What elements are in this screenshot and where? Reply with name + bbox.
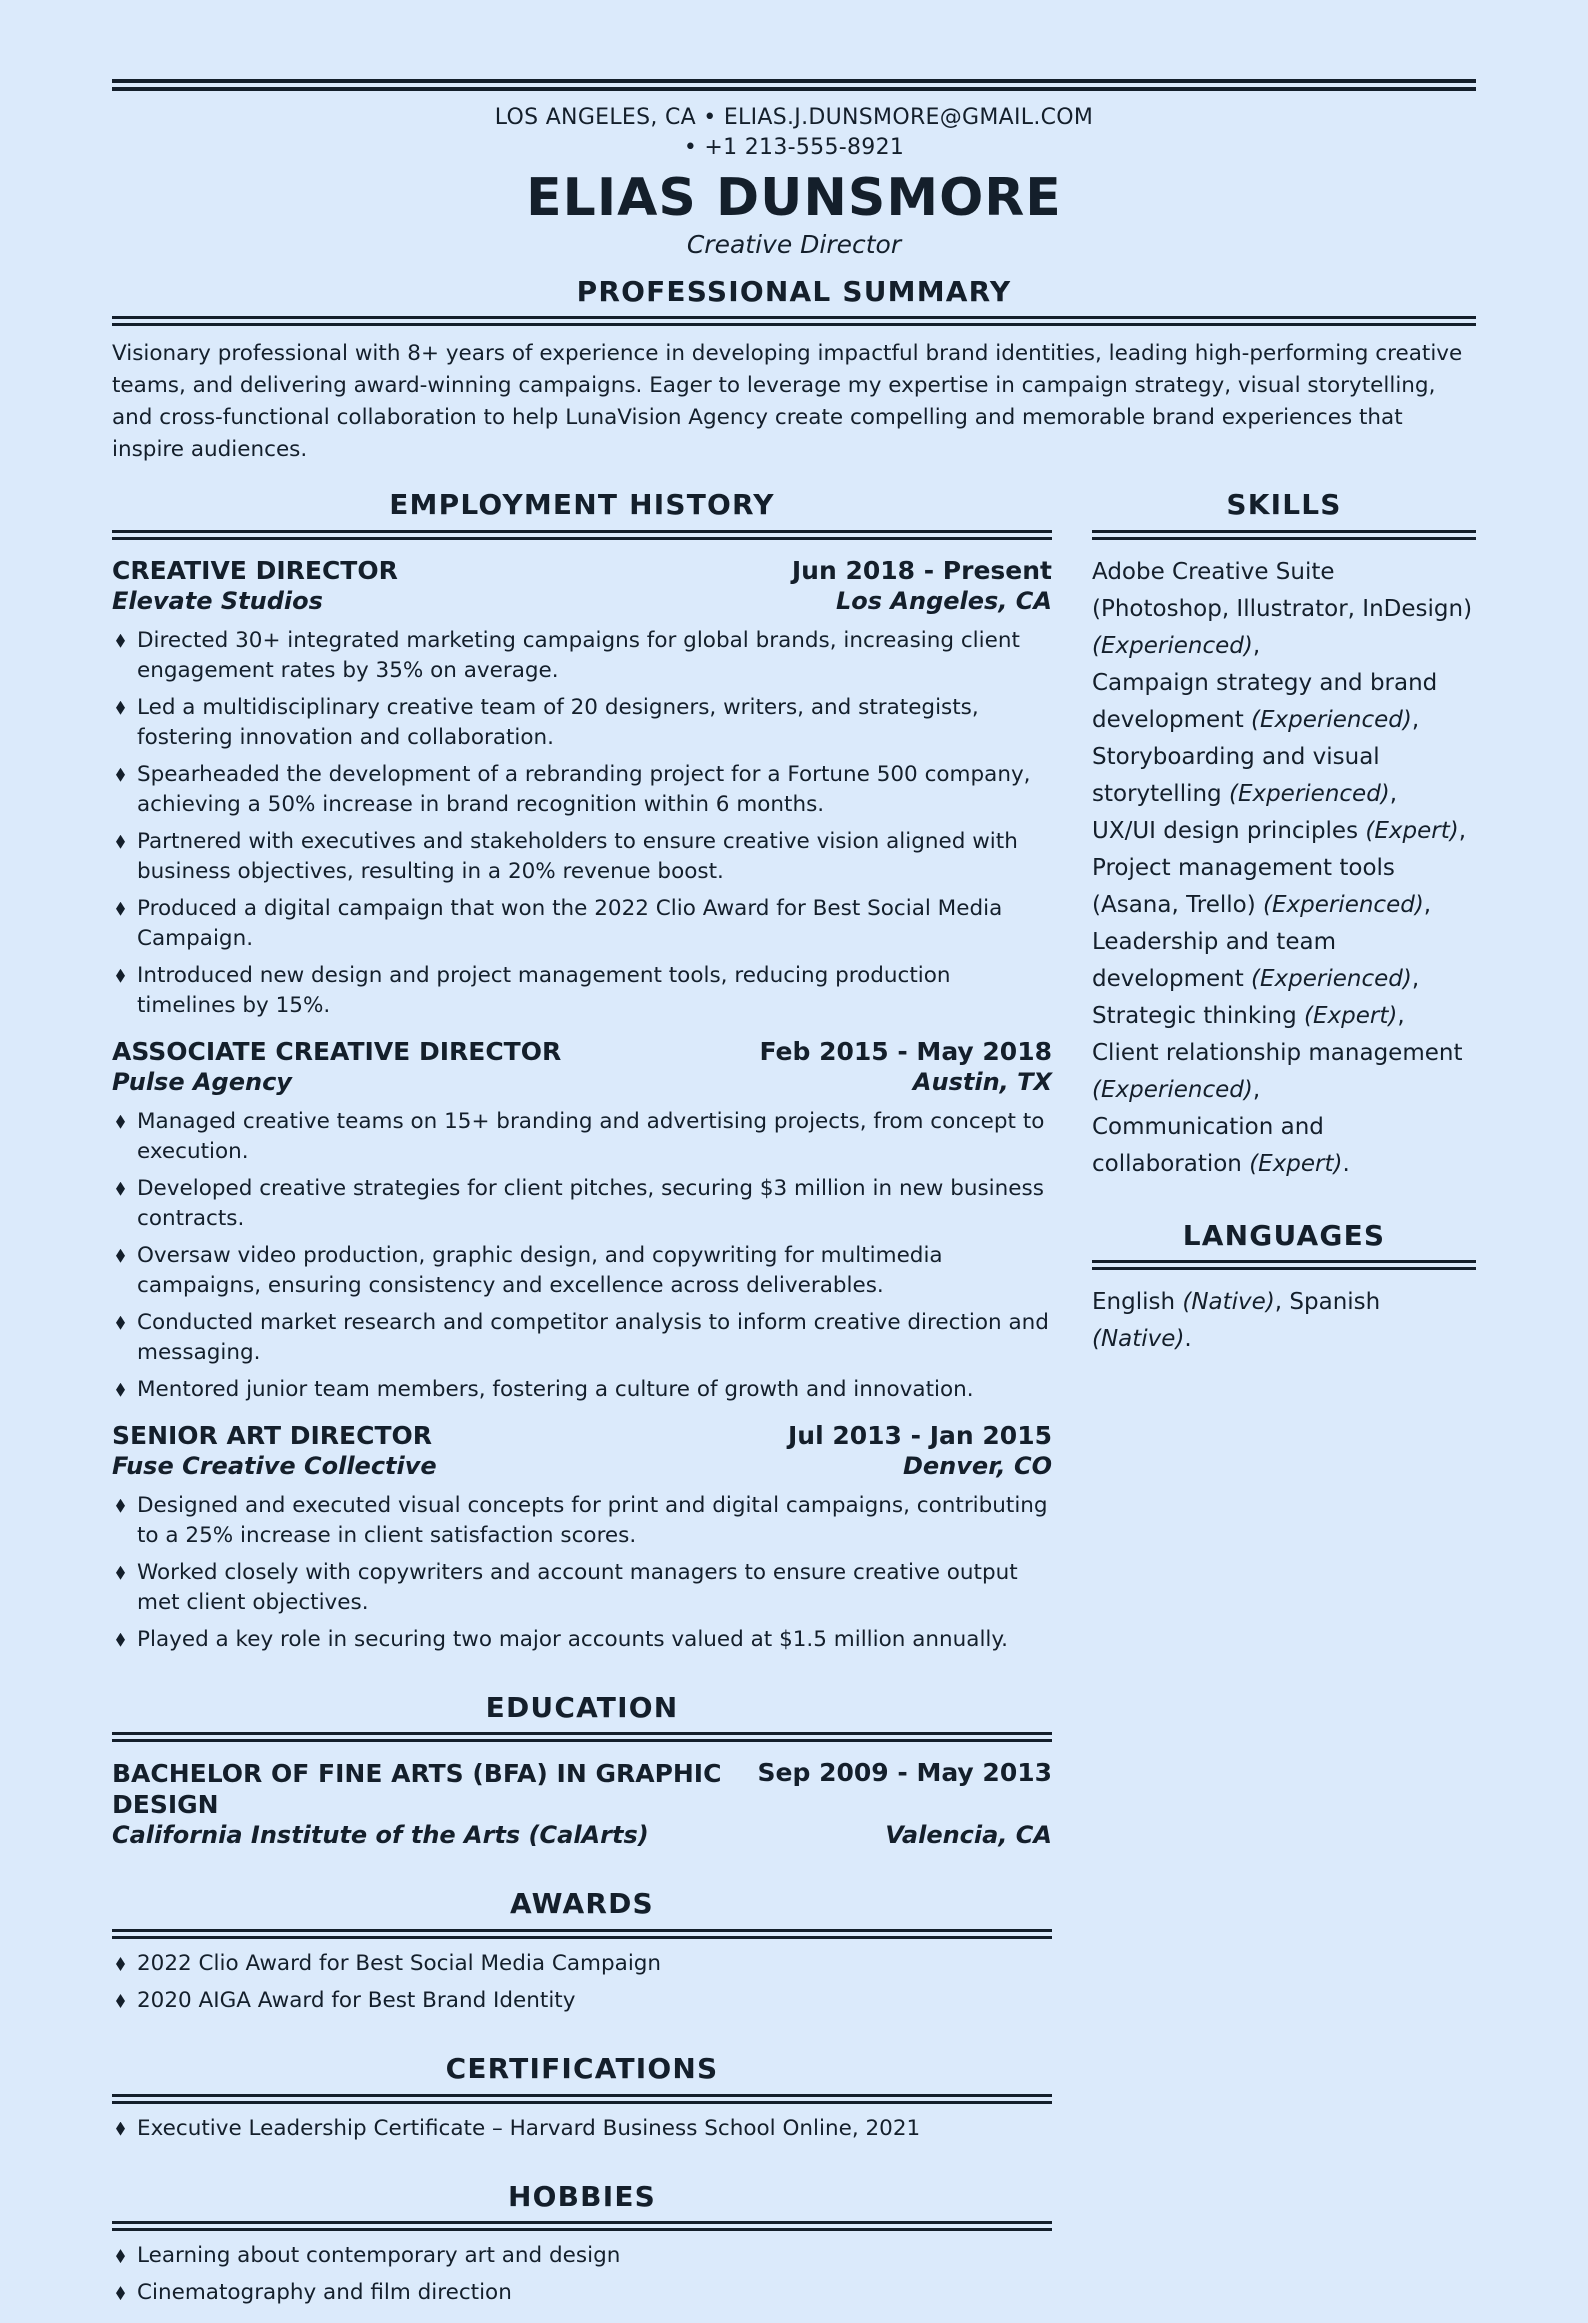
bullet-text: Directed 30+ integrated marketing campaigns for global brands, increasing client engagement rates by 35% on average. [137, 627, 1020, 683]
bullet-item [112, 1308, 1052, 1368]
skill-item [1092, 554, 1476, 665]
skill-level: (Expert) [1365, 817, 1459, 844]
languages-divider [1092, 1260, 1476, 1270]
diamond-bullet-icon [116, 1633, 125, 1647]
skill-item [1092, 998, 1476, 1035]
skill-item [1092, 924, 1476, 998]
diamond-bullet-icon [116, 1994, 125, 2008]
summary-divider [112, 316, 1476, 326]
bullet-text: 2020 AIGA Award for Best Brand Identity [137, 1987, 576, 2013]
diamond-bullet-icon [116, 1115, 125, 1129]
skill-item [1092, 1035, 1476, 1109]
languages-heading: LANGUAGES [1182, 1218, 1386, 1252]
job-bullets [112, 1107, 1052, 1405]
bullet-item [112, 1986, 1052, 2016]
skill-name: Strategic thinking [1092, 1002, 1305, 1029]
bullet-item [112, 2278, 1052, 2308]
bullet-item [112, 1625, 1052, 1655]
bullet-item [112, 2114, 1052, 2144]
job-title: SENIOR ART DIRECTOR [112, 1420, 433, 1450]
column-gap [1052, 488, 1092, 2315]
skill-name: UX/UI design principles [1092, 817, 1366, 844]
skill-separator: , [1411, 706, 1420, 733]
job-dates: Feb 2015 - May 2018 [759, 1036, 1052, 1066]
skills-heading: SKILLS [1226, 488, 1342, 522]
bullet-text: Worked closely with copywriters and account managers to ensure creative output met client objectives. [137, 1559, 1018, 1615]
skill-name: Client relationship management [1092, 1039, 1463, 1066]
bullet-text: Spearheaded the development of a rebranding project for a Fortune 500 company, achieving a 50% increase in brand recognition within 6 months. [137, 761, 1031, 817]
company-name: Fuse Creative Collective [112, 1451, 437, 1480]
skill-name: Leadership and team development [1092, 928, 1336, 992]
skill-level: (Experienced) [1092, 1076, 1253, 1103]
language-name: English [1092, 1289, 1183, 1316]
job-entry [112, 1421, 1052, 1655]
skill-separator: . [1342, 1150, 1350, 1177]
diamond-bullet-icon [116, 701, 125, 715]
bullet-text: Developed creative strategies for client pitches, securing $3 million in new business contracts. [137, 1175, 1044, 1231]
skill-separator: , [1389, 780, 1398, 807]
skill-separator: , [1252, 632, 1261, 659]
bullet-text: Partnered with executives and stakeholders to ensure creative vision aligned with business objectives, resulting in a 20% revenue boost. [137, 828, 1018, 884]
bullet-text: Executive Leadership Certificate – Harvard Business School Online, 2021 [137, 2115, 921, 2141]
languages-line [1092, 1284, 1476, 1358]
company-location: Los Angeles, CA [836, 586, 1052, 615]
skill-item [1092, 850, 1476, 924]
diamond-bullet-icon [116, 835, 125, 849]
job-entry [112, 556, 1052, 1021]
education-heading: EDUCATION [485, 1690, 679, 1724]
diamond-bullet-icon [116, 969, 125, 983]
skill-separator: , [1397, 1002, 1405, 1029]
bullet-text: Introduced new design and project management tools, reducing production timelines by 15%. [137, 962, 951, 1018]
skill-item [1092, 665, 1476, 739]
bullet-text: Designed and executed visual concepts for print and digital campaigns, contributing to a 25% increase in client satisfaction scores. [137, 1492, 1048, 1548]
skill-separator: , [1411, 965, 1420, 992]
education-dates: Sep 2009 - May 2013 [757, 1758, 1052, 1788]
diamond-bullet-icon [116, 1316, 125, 1330]
bullet-item [112, 1241, 1052, 1301]
jobs-list [112, 556, 1052, 1655]
education-school-row [112, 1820, 1052, 1851]
candidate-title: Creative Director [686, 229, 902, 259]
contact-block [112, 103, 1476, 163]
skill-level: (Experienced) [1262, 891, 1424, 918]
job-title: CREATIVE DIRECTOR [112, 555, 398, 585]
diamond-bullet-icon [116, 1566, 125, 1580]
diamond-bullet-icon [116, 1383, 125, 1397]
language-level: (Native) [1092, 1326, 1185, 1353]
bullet-item [112, 2241, 1052, 2271]
bullet-text: Conducted market research and competitor analysis to inform creative direction and messaging. [137, 1309, 1049, 1365]
bullet-text: Played a key role in securing two major accounts valued at $1.5 million annually. [137, 1626, 1008, 1652]
bullet-item [112, 1107, 1052, 1167]
bullet-text: 2022 Clio Award for Best Social Media Campaign [137, 1950, 662, 1976]
skill-separator: , [1252, 1076, 1261, 1103]
school-location: Valencia, CA [885, 1821, 1052, 1850]
hobbies-heading: HOBBIES [507, 2179, 657, 2213]
job-header-row [112, 1037, 1052, 1067]
bullet-text: Oversaw video production, graphic design, and copywriting for multimedia campaigns, ensuring consistency and excellence across deliverables. [137, 1242, 943, 1298]
skill-name: Adobe Creative Suite (Photoshop, Illustrator, InDesign) [1092, 558, 1473, 622]
diamond-bullet-icon [116, 2249, 125, 2263]
skill-item [1092, 1109, 1476, 1183]
right-column [1092, 488, 1476, 2315]
education-section [112, 1691, 1052, 1852]
diamond-bullet-icon [116, 634, 125, 648]
skills-list [1092, 554, 1476, 1183]
skill-level: (Expert) [1249, 1150, 1343, 1177]
bullet-text: Produced a digital campaign that won the 2022 Clio Award for Best Social Media Campaign. [137, 895, 1003, 951]
bullet-item [112, 760, 1052, 820]
skill-separator: , [1423, 891, 1432, 918]
company-name: Elevate Studios [112, 586, 323, 615]
language-name: Spanish [1289, 1289, 1381, 1316]
bullet-text: Led a multidisciplinary creative team of 20 designers, writers, and strategists, fostering innovation and collaboration. [137, 694, 979, 750]
bullet-item [112, 827, 1052, 887]
contact-line-2: • +1 213-555-8921 [683, 135, 905, 160]
bullet-item [112, 693, 1052, 753]
languages-section [1092, 1219, 1476, 1359]
job-company-row [112, 1451, 1052, 1481]
bullet-item [112, 1491, 1052, 1551]
diamond-bullet-icon [116, 2122, 125, 2136]
degree-title: BACHELOR OF FINE ARTS (BFA) IN GRAPHIC DESIGN [112, 1759, 722, 1820]
bullet-text: Managed creative teams on 15+ branding and advertising projects, from concept to execution. [137, 1108, 1045, 1164]
language-separator: , [1274, 1289, 1290, 1316]
education-entry [112, 1758, 1052, 1820]
diamond-bullet-icon [116, 1182, 125, 1196]
skill-name: Project management tools (Asana, Trello) [1092, 854, 1395, 918]
diamond-bullet-icon [116, 1249, 125, 1263]
job-title: ASSOCIATE CREATIVE DIRECTOR [112, 1036, 562, 1066]
awards-list [112, 1949, 1052, 2016]
diamond-bullet-icon [116, 1499, 125, 1513]
diamond-bullet-icon [116, 1957, 125, 1971]
bullet-item [112, 1949, 1052, 1979]
skills-divider [1092, 530, 1476, 540]
job-dates: Jun 2018 - Present [791, 555, 1052, 585]
resume-page [0, 79, 1588, 2323]
skill-item [1092, 813, 1476, 850]
diamond-bullet-icon [116, 768, 125, 782]
job-bullets [112, 1491, 1052, 1655]
contact-line-1: LOS ANGELES, CA • ELIAS.J.DUNSMORE@GMAIL.COM [494, 105, 1094, 130]
bullet-item [112, 1558, 1052, 1618]
job-company-row [112, 586, 1052, 616]
skill-separator: , [1458, 817, 1467, 844]
education-divider [112, 1732, 1052, 1742]
bullet-item [112, 961, 1052, 1021]
hobbies-list [112, 2241, 1052, 2308]
hobbies-section [112, 2180, 1052, 2309]
candidate-name: ELIAS DUNSMORE [526, 168, 1062, 228]
left-column [112, 488, 1052, 2315]
skill-level: (Experienced) [1251, 965, 1412, 992]
bullet-item [112, 1375, 1052, 1405]
job-entry [112, 1037, 1052, 1405]
hobbies-divider [112, 2221, 1052, 2231]
two-column-layout [112, 488, 1476, 2315]
job-company-row [112, 1067, 1052, 1097]
skill-level: (Experienced) [1228, 780, 1390, 807]
summary-heading: PROFESSIONAL SUMMARY [576, 274, 1012, 308]
company-location: Denver, CO [902, 1451, 1052, 1480]
skill-level: (Experienced) [1251, 706, 1412, 733]
job-bullets [112, 626, 1052, 1021]
awards-heading: AWARDS [510, 1887, 654, 1921]
awards-divider [112, 1929, 1052, 1939]
certifications-section [112, 2052, 1052, 2144]
skill-level: (Experienced) [1092, 632, 1253, 659]
company-name: Pulse Agency [112, 1067, 292, 1096]
employment-divider [112, 530, 1052, 540]
certifications-heading: CERTIFICATIONS [445, 2051, 719, 2085]
bullet-text: Learning about contemporary art and design [137, 2243, 621, 2269]
diamond-bullet-icon [116, 2286, 125, 2300]
certifications-list [112, 2114, 1052, 2144]
bullet-item [112, 626, 1052, 686]
job-header-row [112, 556, 1052, 586]
diamond-bullet-icon [116, 902, 125, 916]
company-location: Austin, TX [912, 1067, 1052, 1096]
bullet-item [112, 894, 1052, 954]
skill-item [1092, 739, 1476, 813]
skill-level: (Expert) [1304, 1002, 1398, 1029]
employment-heading: EMPLOYMENT HISTORY [389, 488, 775, 522]
top-divider [112, 79, 1476, 91]
certifications-divider [112, 2094, 1052, 2104]
job-dates: Jul 2013 - Jan 2015 [788, 1420, 1052, 1450]
bullet-item [112, 1174, 1052, 1234]
job-header-row [112, 1421, 1052, 1451]
language-level: (Native) [1182, 1289, 1275, 1316]
skill-name: Campaign strategy and brand development [1092, 669, 1438, 733]
bullet-text: Mentored junior team members, fostering a culture of growth and innovation. [137, 1376, 974, 1402]
awards-section [112, 1887, 1052, 2016]
skill-name: Communication and collaboration [1092, 1113, 1324, 1177]
language-separator: . [1184, 1326, 1192, 1353]
bullet-text: Cinematography and film direction [137, 2280, 512, 2306]
skill-name: Storyboarding and visual storytelling [1092, 743, 1380, 807]
school-name: California Institute of the Arts (CalArts) [112, 1821, 649, 1850]
summary-text: Visionary professional with 8+ years of experience in developing impactful brand identities, leading high-performing creative teams, and delivering award-winning campaigns. Eager to leverage my expertise in campaign strategy, visual storytelling, and cross-functional collaboration to help LunaVision Agency create compelling and memorable brand experiences that inspire audiences. [112, 341, 1463, 463]
